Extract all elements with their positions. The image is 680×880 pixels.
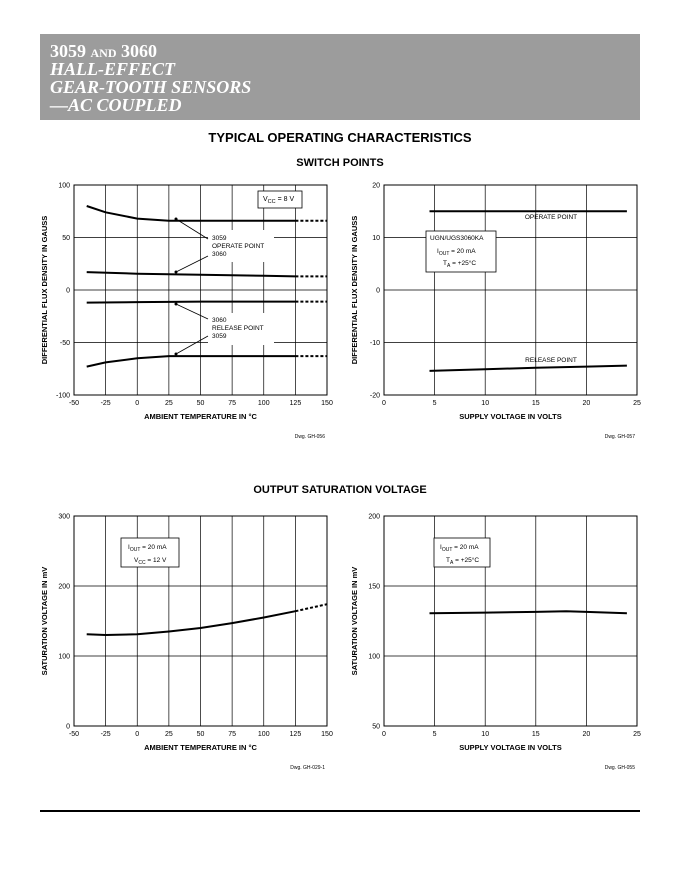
y-tick-label: 0 bbox=[66, 723, 70, 731]
chart-4 bbox=[350, 514, 641, 772]
x-tick-label: -50 bbox=[68, 731, 80, 738]
x-tick-label: 25 bbox=[633, 731, 641, 738]
condition-ta: $T_A = +25^\circ C$ bbox=[446, 557, 480, 566]
x-tick-label: 5 bbox=[432, 731, 437, 738]
y-tick-label: 0 bbox=[376, 287, 380, 295]
x-tick-label: 25 bbox=[633, 400, 641, 407]
x-tick-label: 150 bbox=[321, 731, 333, 738]
release-point-label: RELEASE POINT bbox=[525, 357, 577, 364]
x-tick-label: 0 bbox=[135, 400, 140, 407]
operate-point-label: OPERATE POINT bbox=[524, 214, 578, 221]
label-leader bbox=[176, 304, 208, 319]
y-tick-label: 100 bbox=[58, 653, 70, 661]
chart-1 bbox=[40, 183, 333, 441]
y-tick-label: 150 bbox=[368, 583, 380, 591]
x-tick-label: 25 bbox=[164, 731, 173, 738]
y-tick-label: 20 bbox=[372, 182, 380, 190]
y-tick-label: 50 bbox=[372, 723, 380, 731]
y-tick-label: 200 bbox=[368, 513, 380, 521]
series-line-3 bbox=[87, 302, 296, 303]
label-leader bbox=[176, 219, 208, 239]
drawing-number: Dwg. GH-029-1 bbox=[290, 765, 325, 771]
x-tick-label: 75 bbox=[228, 400, 237, 407]
label-leader-tip bbox=[175, 303, 178, 306]
y-tick-label: -20 bbox=[369, 392, 380, 400]
y-tick-label: 50 bbox=[62, 235, 70, 242]
y-tick-label: 10 bbox=[372, 235, 380, 242]
y-axis-label: SATURATION VOLTAGE IN mV bbox=[350, 566, 359, 676]
title-line-gear-tooth: GEAR-TOOTH SENSORS bbox=[50, 77, 252, 97]
x-tick-label: 10 bbox=[481, 400, 490, 407]
y-axis-label: DIFFERENTIAL FLUX DENSITY IN GAUSS bbox=[40, 215, 49, 365]
upper-label-line: 3060 bbox=[212, 251, 227, 258]
x-tick-label: 0 bbox=[382, 731, 386, 738]
drawing-number: Dwg. GH-055 bbox=[604, 765, 635, 771]
y-tick-label: -10 bbox=[369, 340, 380, 347]
section-title: TYPICAL OPERATING CHARACTERISTICS bbox=[208, 130, 472, 145]
x-tick-label: -25 bbox=[100, 731, 111, 738]
y-tick-label: 100 bbox=[368, 653, 380, 661]
x-axis-label: SUPPLY VOLTAGE IN VOLTS bbox=[459, 743, 562, 752]
x-tick-label: 15 bbox=[531, 731, 540, 738]
series-extrapolation-1 bbox=[295, 604, 327, 611]
x-tick-label: 0 bbox=[382, 400, 386, 407]
lower-label-line: RELEASE POINT bbox=[212, 325, 264, 332]
lower-label-line: 3060 bbox=[212, 317, 227, 324]
x-tick-label: 25 bbox=[164, 400, 173, 407]
title-line-ac-coupled: —AC COUPLED bbox=[50, 95, 182, 115]
x-tick-label: 150 bbox=[321, 400, 333, 407]
upper-label-line: OPERATE POINT bbox=[212, 243, 265, 250]
drawing-number: Dwg. GH-057 bbox=[604, 434, 635, 440]
y-tick-label: -50 bbox=[59, 340, 70, 347]
lower-label-line: 3059 bbox=[212, 333, 227, 340]
label-leader-tip bbox=[175, 271, 178, 274]
label-leader-tip bbox=[175, 218, 178, 221]
drawing-number: Dwg. GH-056 bbox=[294, 434, 325, 440]
series-line-1 bbox=[430, 611, 627, 613]
x-tick-label: 125 bbox=[289, 400, 302, 407]
device-label: UGN/UGS3060KA bbox=[430, 235, 484, 242]
x-axis-label: AMBIENT TEMPERATURE IN °C bbox=[144, 412, 257, 421]
series-line-2 bbox=[430, 366, 627, 371]
chart-2 bbox=[350, 183, 641, 441]
x-tick-label: 20 bbox=[582, 731, 591, 738]
x-tick-label: 50 bbox=[196, 731, 205, 738]
x-tick-label: 5 bbox=[432, 400, 437, 407]
label-leader bbox=[176, 336, 208, 354]
y-tick-label: 300 bbox=[58, 513, 70, 521]
y-axis-label: DIFFERENTIAL FLUX DENSITY IN GAUSS bbox=[350, 215, 359, 365]
x-tick-label: 50 bbox=[196, 400, 205, 407]
switch-points-title: SWITCH POINTS bbox=[296, 157, 384, 169]
x-tick-label: 10 bbox=[481, 731, 490, 738]
condition-ta: $T_A = +25^\circ C$ bbox=[443, 260, 477, 269]
upper-label-line: 3059 bbox=[212, 235, 227, 242]
condition-iout: $I_{OUT} = 20$ mA bbox=[440, 544, 479, 553]
title-line-part-numbers: 3059 AND 3060 bbox=[50, 41, 157, 61]
y-tick-label: -100 bbox=[55, 392, 70, 400]
output-saturation-title: OUTPUT SATURATION VOLTAGE bbox=[253, 484, 427, 496]
chart-3 bbox=[40, 514, 333, 772]
label-leader bbox=[176, 256, 208, 272]
condition-vcc: $V_{CC} = 8$ V bbox=[263, 196, 295, 205]
x-tick-label: -25 bbox=[100, 400, 111, 407]
y-tick-label: 0 bbox=[66, 287, 70, 295]
x-tick-label: 20 bbox=[582, 400, 591, 407]
condition-iout: $I_{OUT} = 20$ mA bbox=[437, 248, 476, 257]
x-tick-label: -50 bbox=[68, 400, 80, 407]
title-line-hall-effect: HALL-EFFECT bbox=[50, 59, 176, 79]
footer-rule bbox=[40, 810, 640, 812]
x-axis-label: AMBIENT TEMPERATURE IN °C bbox=[144, 743, 257, 752]
label-leader-tip bbox=[175, 353, 178, 356]
x-tick-label: 125 bbox=[289, 731, 302, 738]
x-tick-label: 100 bbox=[257, 400, 270, 407]
plot-frame bbox=[384, 516, 637, 726]
condition-iout: $I_{OUT} = 20$ mA bbox=[128, 544, 167, 553]
x-tick-label: 15 bbox=[531, 400, 540, 407]
y-tick-label: 100 bbox=[58, 182, 70, 190]
y-axis-label: SATURATION VOLTAGE IN mV bbox=[40, 566, 49, 676]
condition-vcc: $V_{CC} = 12$ V bbox=[134, 557, 167, 566]
x-tick-label: 0 bbox=[135, 731, 140, 738]
x-tick-label: 100 bbox=[257, 731, 270, 738]
x-axis-label: SUPPLY VOLTAGE IN VOLTS bbox=[459, 412, 562, 421]
x-tick-label: 75 bbox=[228, 731, 237, 738]
y-tick-label: 200 bbox=[58, 583, 70, 591]
